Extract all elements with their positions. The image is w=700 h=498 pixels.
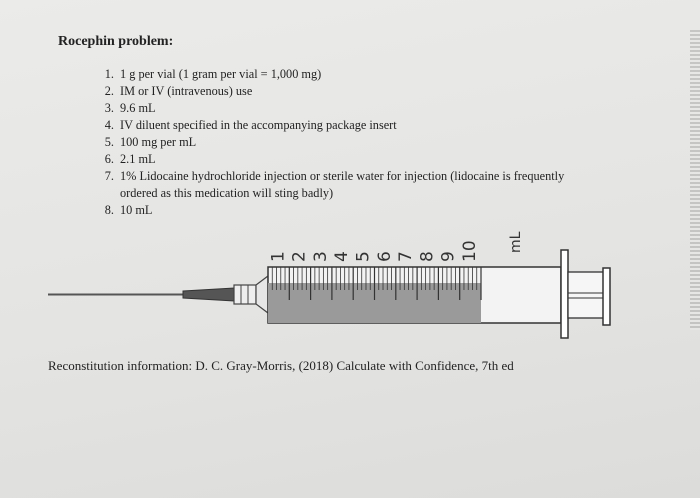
scale-label: 9 xyxy=(438,251,459,262)
plunger-thumb-rest xyxy=(603,268,610,325)
item-number: 1. xyxy=(104,67,114,81)
scale-label: 2 xyxy=(289,251,310,262)
scale-label: 1 xyxy=(268,251,289,262)
item-text: IM or IV (intravenous) use xyxy=(120,84,253,98)
plunger-rod xyxy=(568,272,608,318)
scale-label: 5 xyxy=(353,251,374,262)
citation-text: Reconstitution information: D. C. Gray-Morris, (2018) Calculate with Confidence, 7th ed xyxy=(48,358,514,373)
scale-label: 3 xyxy=(310,251,331,262)
item-number: 2. xyxy=(104,84,114,98)
scale-label: 4 xyxy=(332,251,353,262)
item-number: 5. xyxy=(104,135,114,149)
scale-label: 8 xyxy=(417,251,438,262)
item-text: 100 mg per mL xyxy=(120,135,197,149)
item-number: 4. xyxy=(104,118,114,132)
plunger-flange xyxy=(561,250,568,338)
item-number: 7. xyxy=(104,169,114,183)
item-number: 3. xyxy=(104,101,114,115)
item-text: 1% Lidocaine hydrochloride injection or sterile water for injection (lidocaine is frequently ordered as this medication will sting badly) xyxy=(120,169,565,200)
item-text: 2.1 mL xyxy=(120,152,156,166)
scale-label: 10 xyxy=(460,240,480,262)
syringe-connector xyxy=(234,285,256,304)
syringe-scale-labels xyxy=(268,240,480,262)
item-number: 6. xyxy=(104,152,114,166)
item-text: 10 mL xyxy=(120,203,153,217)
syringe-tip xyxy=(256,276,268,313)
item-text: 9.6 mL xyxy=(120,101,156,115)
page-title: Rocephin problem: xyxy=(58,34,174,49)
item-number: 8. xyxy=(104,203,114,217)
unit-label: mL xyxy=(508,231,524,253)
scale-label: 7 xyxy=(396,251,417,262)
item-text: IV diluent specified in the accompanying package insert xyxy=(120,118,397,132)
needle-hub xyxy=(183,288,234,301)
scale-label: 6 xyxy=(374,251,395,262)
item-text: 1 g per vial (1 gram per vial = 1,000 mg) xyxy=(120,67,322,81)
